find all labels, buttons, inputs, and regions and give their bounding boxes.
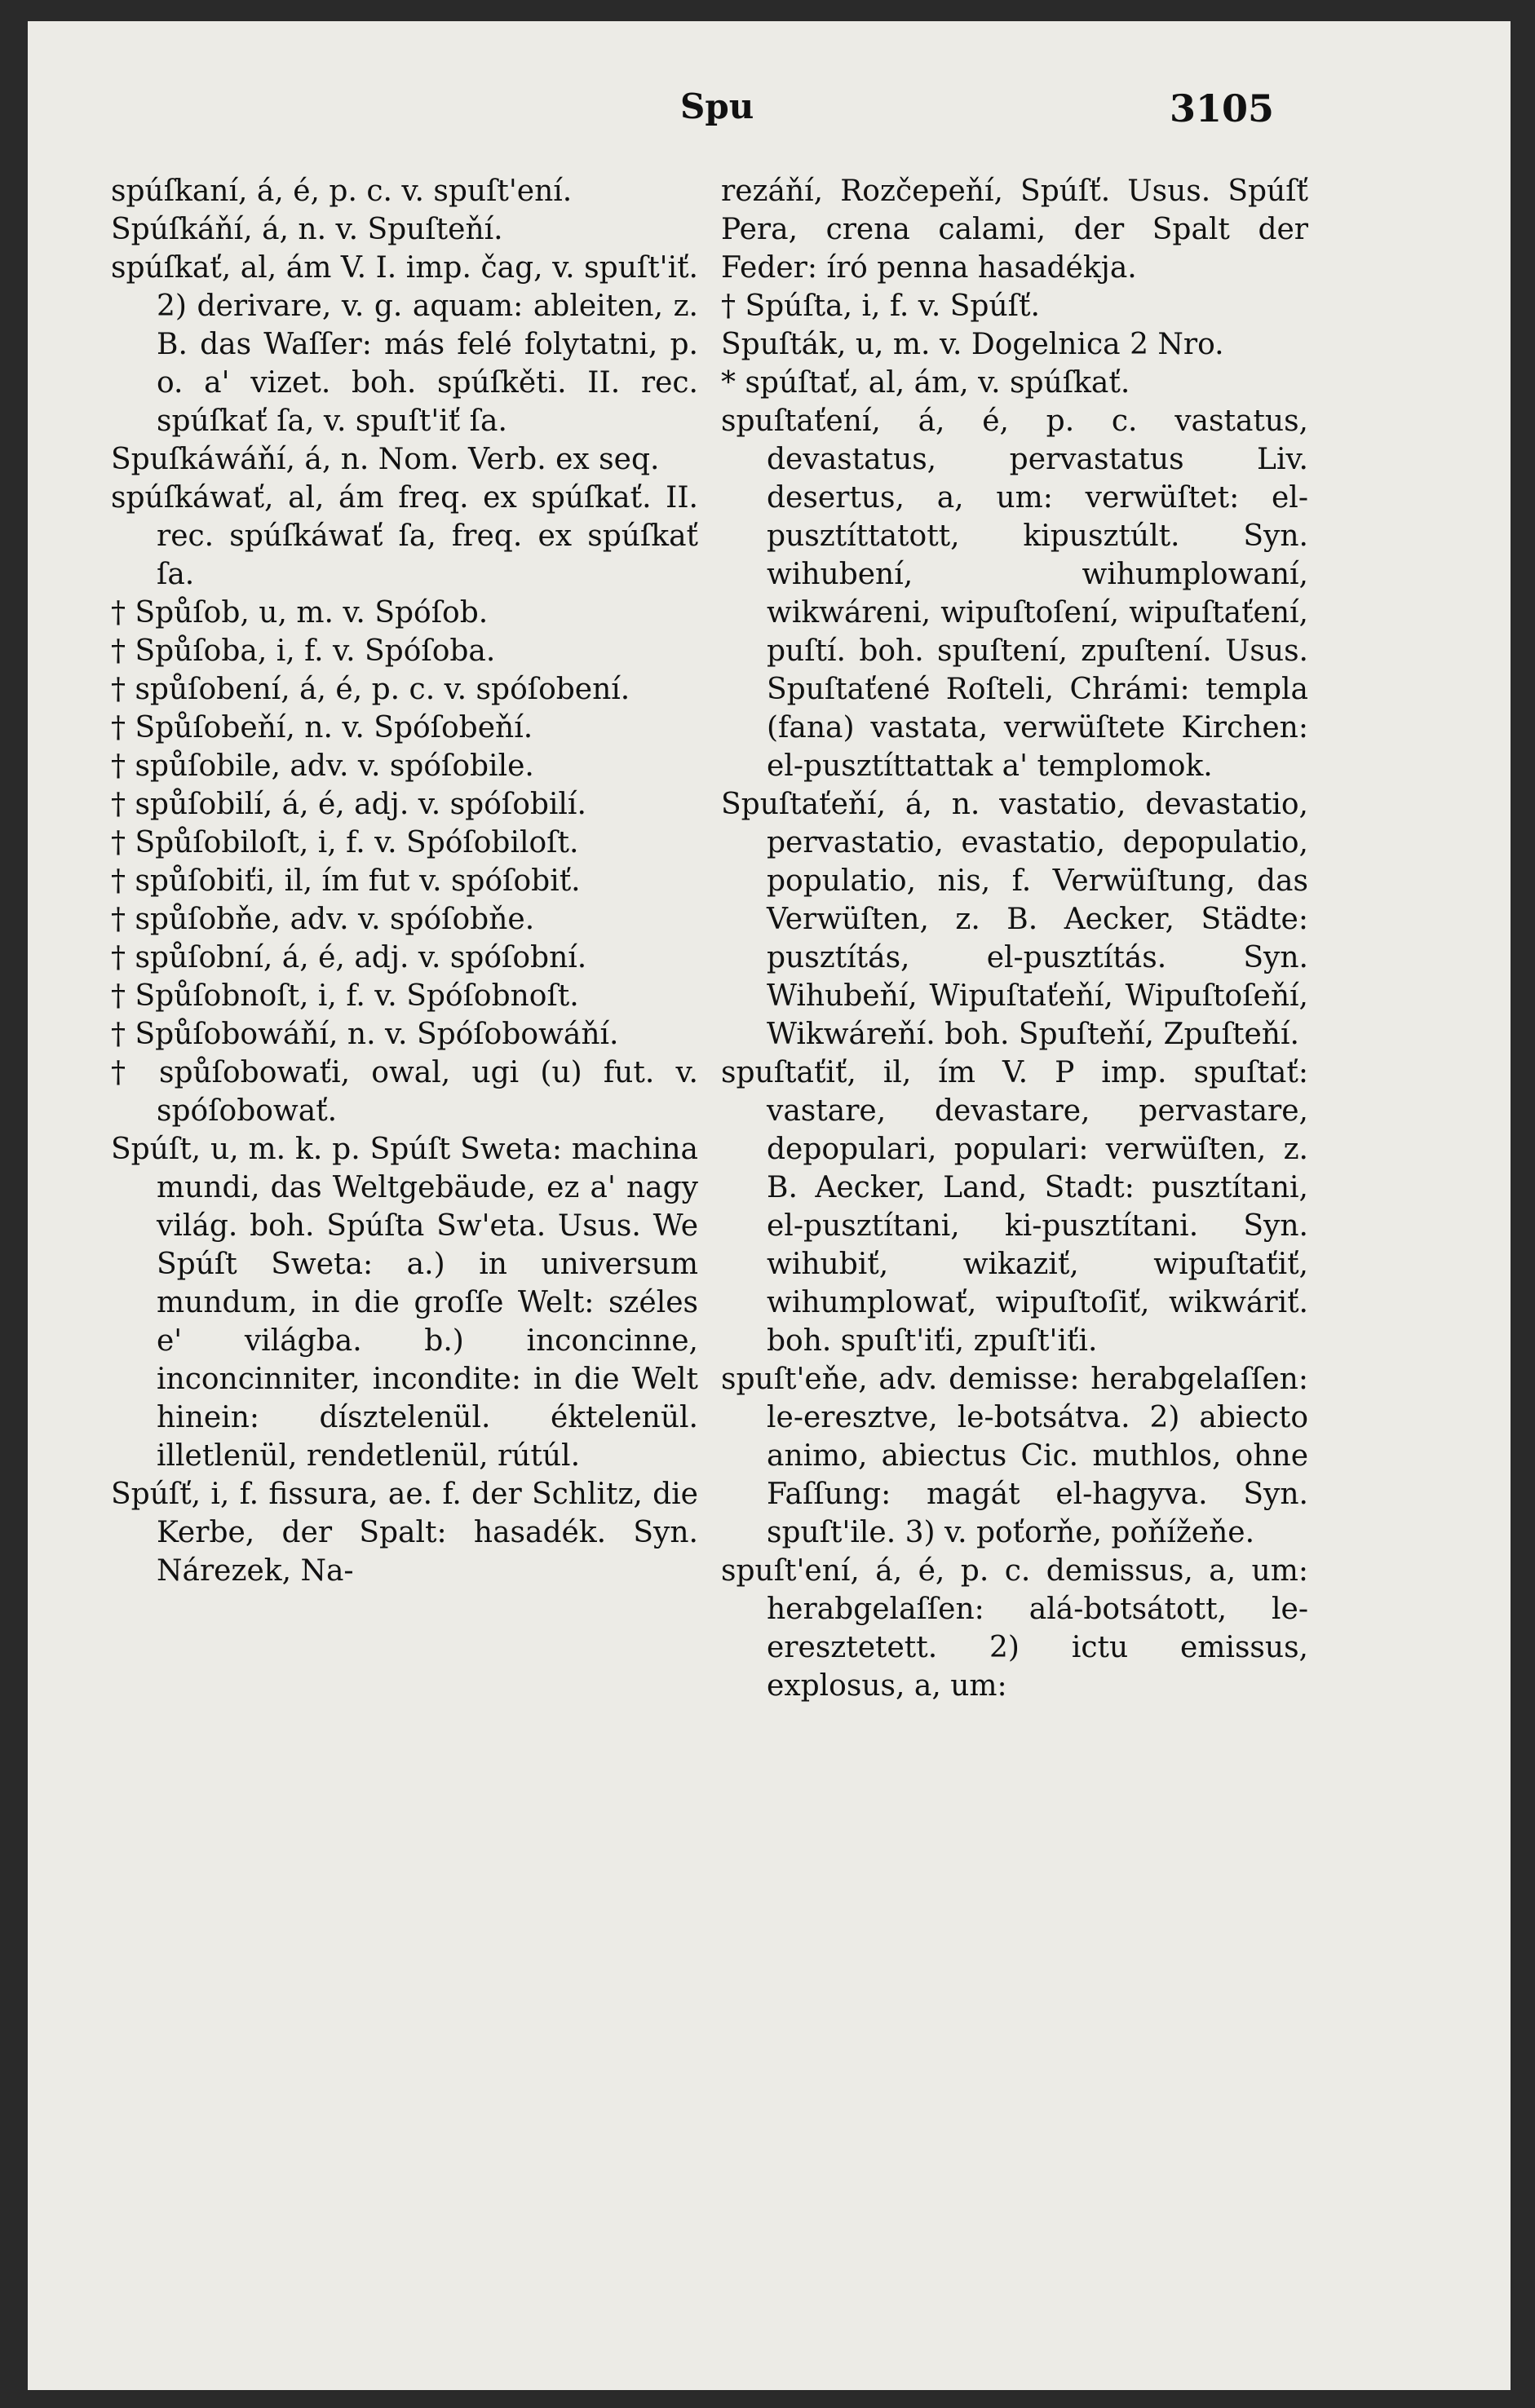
dictionary-entry: Spúſt, u, m. k. p. Spúſt Sweta: machina mundi, das Weltgebäude, ez a' nagy világ. boh. Spúſta Sw'eta. Usus. We Spúſt Sweta: a.) in universum mundum, in die groſſe Welt: széles e' világba. b.) inconcinne, inconcinniter, incondite: in die Welt hinein: dísztelenül. éktelenül. illetlenül, rendetlenül, rútúl. [111,1133,698,1473]
dictionary-entry: Spúſkáňí, á, n. v. Spuſteňí. [111,213,503,246]
dictionary-entry: spúſkáwať, al, ám freq. ex spúſkať. II. rec. spúſkáwať ſa, freq. ex spúſkať ſa. [111,481,698,591]
dictionary-entry: spuſtaťiť, il, ím V. P imp. spuſtať: vastare, devastare, pervastare, depopulari, populari: verwüſten, z. B. Aecker, Land, Stadt: pusztítani, el-pusztítani, ki-pusztítani. Syn. wihubiť, wikaziť, wipuſtaťiť, wihumplowať, wipuſtoſiť, wikwáriť. boh. spuſt'iťi, zpuſt'iťi. [721,1056,1308,1358]
dictionary-entry: Spúſť, i, f. fissura, ae. f. der Schlitz, die Kerbe, der Spalt: hasadék. Syn. Nárezek, Na- [111,1478,698,1588]
dictionary-entry: † spůſobowaťi, owal, ugi (u) fut. v. spóſobowať. [111,1056,698,1128]
dictionary-entry: Spuſkáwáňí, á, n. Nom. Verb. ex seq. [111,443,660,476]
dictionary-entry: † Spůſobnoſt, i, f. v. Spóſobnoſt. [111,979,579,1013]
dictionary-entry: † Spůſobeňí, n. v. Spóſobeňí. [111,711,533,744]
dictionary-entry: † Spúſta, i, f. v. Spúſť. [721,289,1040,323]
dictionary-entry: spuſt'eňe, adv. demisse: herabgelaſſen: le-eresztve, le-botsátva. 2) abiecto animo, abiectus Cic. muthlos, ohne Faſſung: magát el-hagyva. Syn. spuſt'ile. 3) v. poťorňe, poňížeňe. [721,1363,1308,1549]
dictionary-entry: † Spůſob, u, m. v. Spóſob. [111,596,489,630]
dictionary-entry: Spuſták, u, m. v. Dogelnica 2 Nro. [721,328,1224,361]
dictionary-entry: † spůſobení, á, é, p. c. v. spóſobení. [111,673,630,706]
dictionary-entry: † spůſobiťi, il, ím fut v. spóſobiť. [111,864,581,898]
dictionary-entry: * spúſtať, al, ám, v. spúſkať. [721,366,1130,400]
left-column [111,172,698,1590]
right-column [721,172,1308,1705]
dictionary-page [28,21,1511,2390]
running-head: Spu [680,86,754,126]
dictionary-entry: spuſtaťení, á, é, p. c. vastatus, devastatus, pervastatus Liv. desertus, a, um: verwüſtet: el-pusztíttatott, kipusztúlt. Syn. wihubení, wihumplowaní, wikwáreni, wipuſtoſení, wipuſtaťení, puſtí. boh. spuſtení, zpuſtení. Usus. Spuſtaťené Roſteli, Chrámi: templa (fana) vastata, verwüſtete Kirchen: el-pusztíttattak a' templomok. [721,404,1308,783]
dictionary-entry: † Spůſoba, i, f. v. Spóſoba. [111,634,496,668]
dictionary-entry: † spůſobile, adv. v. spóſobile. [111,749,534,783]
page-number: 3105 [1170,86,1275,130]
dictionary-entry: spúſkaní, á, é, p. c. v. spuſt'ení. [111,175,573,208]
dictionary-entry: † Spůſobowáňí, n. v. Spóſobowáňí. [111,1018,619,1051]
continued-entry: rezáňí, Rozčepeňí, Spúſť. Usus. Spúſť Pera, crena calami, der Spalt der Feder: író penna hasadékja. [721,175,1308,285]
dictionary-entry: † Spůſobiloſt, i, f. v. Spóſobiloſt. [111,826,579,859]
dictionary-entry: † spůſobní, á, é, adj. v. spóſobní. [111,941,587,974]
dictionary-entry: Spuſtaťeňí, á, n. vastatio, devastatio, pervastatio, evastatio, depopulatio, populatio, nis, f. Verwüſtung, das Verwüſten, z. B. Aecker, Städte: pusztítás, el-pusztítás. Syn. Wihubeňí, Wipuſtaťeňí, Wipuſtoſeňí, Wikwáreňí. boh. Spuſteňí, Zpuſteňí. [721,788,1308,1051]
dictionary-entry: spuſt'ení, á, é, p. c. demissus, a, um: herabgelaſſen: alá-botsátott, le-eresztetett. 2) ictu emissus, explosus, a, um: [721,1554,1308,1703]
dictionary-entry: spúſkať, al, ám V. I. imp. čag, v. spuſt'iť. 2) derivare, v. g. aquam: ableiten, z. B. das Waſſer: más felé folytatni, p. o. a' vizet. boh. spúſkěti. II. rec. spúſkať ſa, v. spuſt'iť ſa. [111,251,698,438]
dictionary-entry: † spůſobňe, adv. v. spóſobňe. [111,903,535,936]
dictionary-entry: † spůſobilí, á, é, adj. v. spóſobilí. [111,788,586,821]
